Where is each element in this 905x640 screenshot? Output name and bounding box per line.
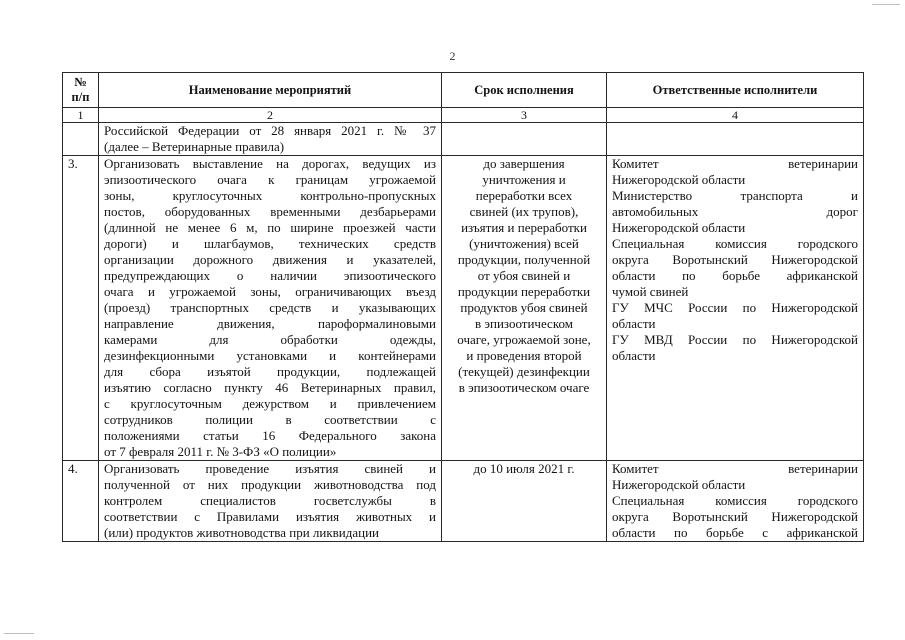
- text-line: Нижегородской области: [612, 172, 746, 187]
- text-line: для сбора изъятой продукции, подлежащей: [104, 364, 436, 379]
- table-header-row: [63, 73, 864, 108]
- text-line: полученной от них продукции животноводства под: [104, 477, 436, 492]
- text-line: свиней (их трупов),: [469, 204, 579, 219]
- text-line: изъятию согласно пункту 46 Ветеринарных правил,: [104, 380, 436, 395]
- text-line: предупреждающих о наличии эпизоотического: [104, 268, 436, 283]
- text-line: области: [612, 348, 656, 363]
- text-line: Организовать проведение изъятия свиней и: [104, 461, 436, 476]
- text-line: продукции, полученной: [457, 252, 591, 267]
- text-line: Министерство транспорта и: [612, 188, 858, 203]
- header-deadline: Срок исполнения: [442, 73, 607, 108]
- measure-cell: [99, 461, 442, 542]
- text-line: продуктов убоя свиней: [460, 300, 588, 315]
- text-line: до завершения: [483, 156, 565, 171]
- text-line: в эпизоотическом очаге: [458, 380, 590, 395]
- table-row: [63, 123, 864, 156]
- text-line: уничтожения и: [482, 172, 566, 187]
- text-line: Нижегородской области: [612, 477, 746, 492]
- text-line: (далее – Ветеринарные правила): [104, 139, 285, 154]
- measure-cell: [99, 123, 442, 156]
- text-line: эпизоотического очага к границам угрожаемой: [104, 172, 436, 187]
- column-number: 4: [607, 108, 864, 123]
- text-line: Специальная комиссия городского: [612, 493, 858, 508]
- text-line: ГУ МЧС России по Нижегородской: [612, 300, 858, 315]
- text-line: области по борьбе с африканской: [612, 525, 858, 540]
- row-number: [63, 123, 99, 156]
- text-line: сотрудников полиции в соответствии с: [104, 412, 436, 427]
- text-line: камерами для обработки одежды,: [104, 332, 436, 347]
- scan-artifact: [4, 633, 34, 634]
- scan-artifact: [872, 4, 900, 5]
- text-line: Комитет ветеринарии: [612, 156, 858, 171]
- text-line: Специальная комиссия городского: [612, 236, 858, 251]
- text-line: округа Воротынский Нижегородской: [612, 509, 858, 524]
- text-line: чумой свиней: [612, 284, 689, 299]
- text-line: ГУ МВД России по Нижегородской: [612, 332, 858, 347]
- text-line: Комитет ветеринарии: [612, 461, 858, 476]
- text-line: (проезд) транспортных средств и указывающих: [104, 300, 436, 315]
- text-line: от 7 февраля 2011 г. № 3-ФЗ «О полиции»: [104, 444, 337, 459]
- deadline-cell: [442, 123, 607, 156]
- responsible-cell: [607, 123, 864, 156]
- column-number: 1: [63, 108, 99, 123]
- measure-cell: [99, 156, 442, 461]
- text-line: (уничтожения) всей: [469, 236, 579, 251]
- text-line: зоны, круглосуточных контрольно-пропускных: [104, 188, 436, 203]
- text-line: изъятия и переработки: [461, 220, 587, 235]
- text-line: дороги) и шлагбаумов, технических средств: [104, 236, 436, 251]
- row-number: 4.: [63, 461, 99, 542]
- text-line: области по борьбе африканской: [612, 268, 858, 283]
- column-number-row: [63, 108, 864, 123]
- deadline-cell: [442, 461, 607, 542]
- row-number: 3.: [63, 156, 99, 461]
- text-line: и проведения второй: [466, 348, 582, 363]
- text-line: постов, оборудованных временными дезбарьерами: [104, 204, 436, 219]
- table-row: [63, 461, 864, 542]
- text-line: с круглосуточным дежурством и привлечением: [104, 396, 436, 411]
- text-line: автомобильных дорог: [612, 204, 858, 219]
- text-line: продукции переработки: [457, 284, 591, 299]
- text-line: Российской Федерации от 28 января 2021 г. № 37: [104, 123, 436, 138]
- text-line: от убоя свиней и: [477, 268, 571, 283]
- text-line: организации дорожного движения и указателей,: [104, 252, 436, 267]
- column-number: 3: [442, 108, 607, 123]
- page-number: 2: [449, 49, 456, 63]
- deadline-cell: [442, 156, 607, 461]
- text-line: положениями статьи 16 Федерального закона: [104, 428, 436, 443]
- text-line: области: [612, 316, 656, 331]
- text-line: (длинной не менее 6 м, по ширине проезжей части: [104, 220, 436, 235]
- column-number: 2: [99, 108, 442, 123]
- text-line: (или) продуктов животноводства при ликвидации: [104, 525, 380, 540]
- text-line: Нижегородской области: [612, 220, 746, 235]
- header-measures: Наименование мероприятий: [99, 73, 442, 108]
- text-line: (текущей) дезинфекции: [458, 364, 590, 379]
- text-line: переработки всех: [475, 188, 573, 203]
- measures-table: [62, 72, 864, 542]
- text-line: очага и угрожаемой зоны, ограничивающих въезд: [104, 284, 436, 299]
- text-line: очаге, угрожаемой зоне,: [457, 332, 591, 347]
- text-line: соответствии с Правилами изъятия животных и: [104, 509, 436, 524]
- text-line: дезинфекционными установками и контейнерами: [104, 348, 436, 363]
- text-line: направление движения, пароформалиновыми: [104, 316, 436, 331]
- text-line: Организовать выставление на дорогах, ведущих из: [104, 156, 436, 171]
- table-row: [63, 156, 864, 461]
- header-number: № п/п: [63, 73, 99, 108]
- responsible-cell: [607, 156, 864, 461]
- text-line: до 10 июля 2021 г.: [473, 461, 575, 476]
- text-line: округа Воротынский Нижегородской: [612, 252, 858, 267]
- responsible-cell: [607, 461, 864, 542]
- header-responsible: Ответственные исполнители: [607, 73, 864, 108]
- text-line: контролем специалистов госветслужбы в: [104, 493, 436, 508]
- text-line: в эпизоотическом: [475, 316, 573, 331]
